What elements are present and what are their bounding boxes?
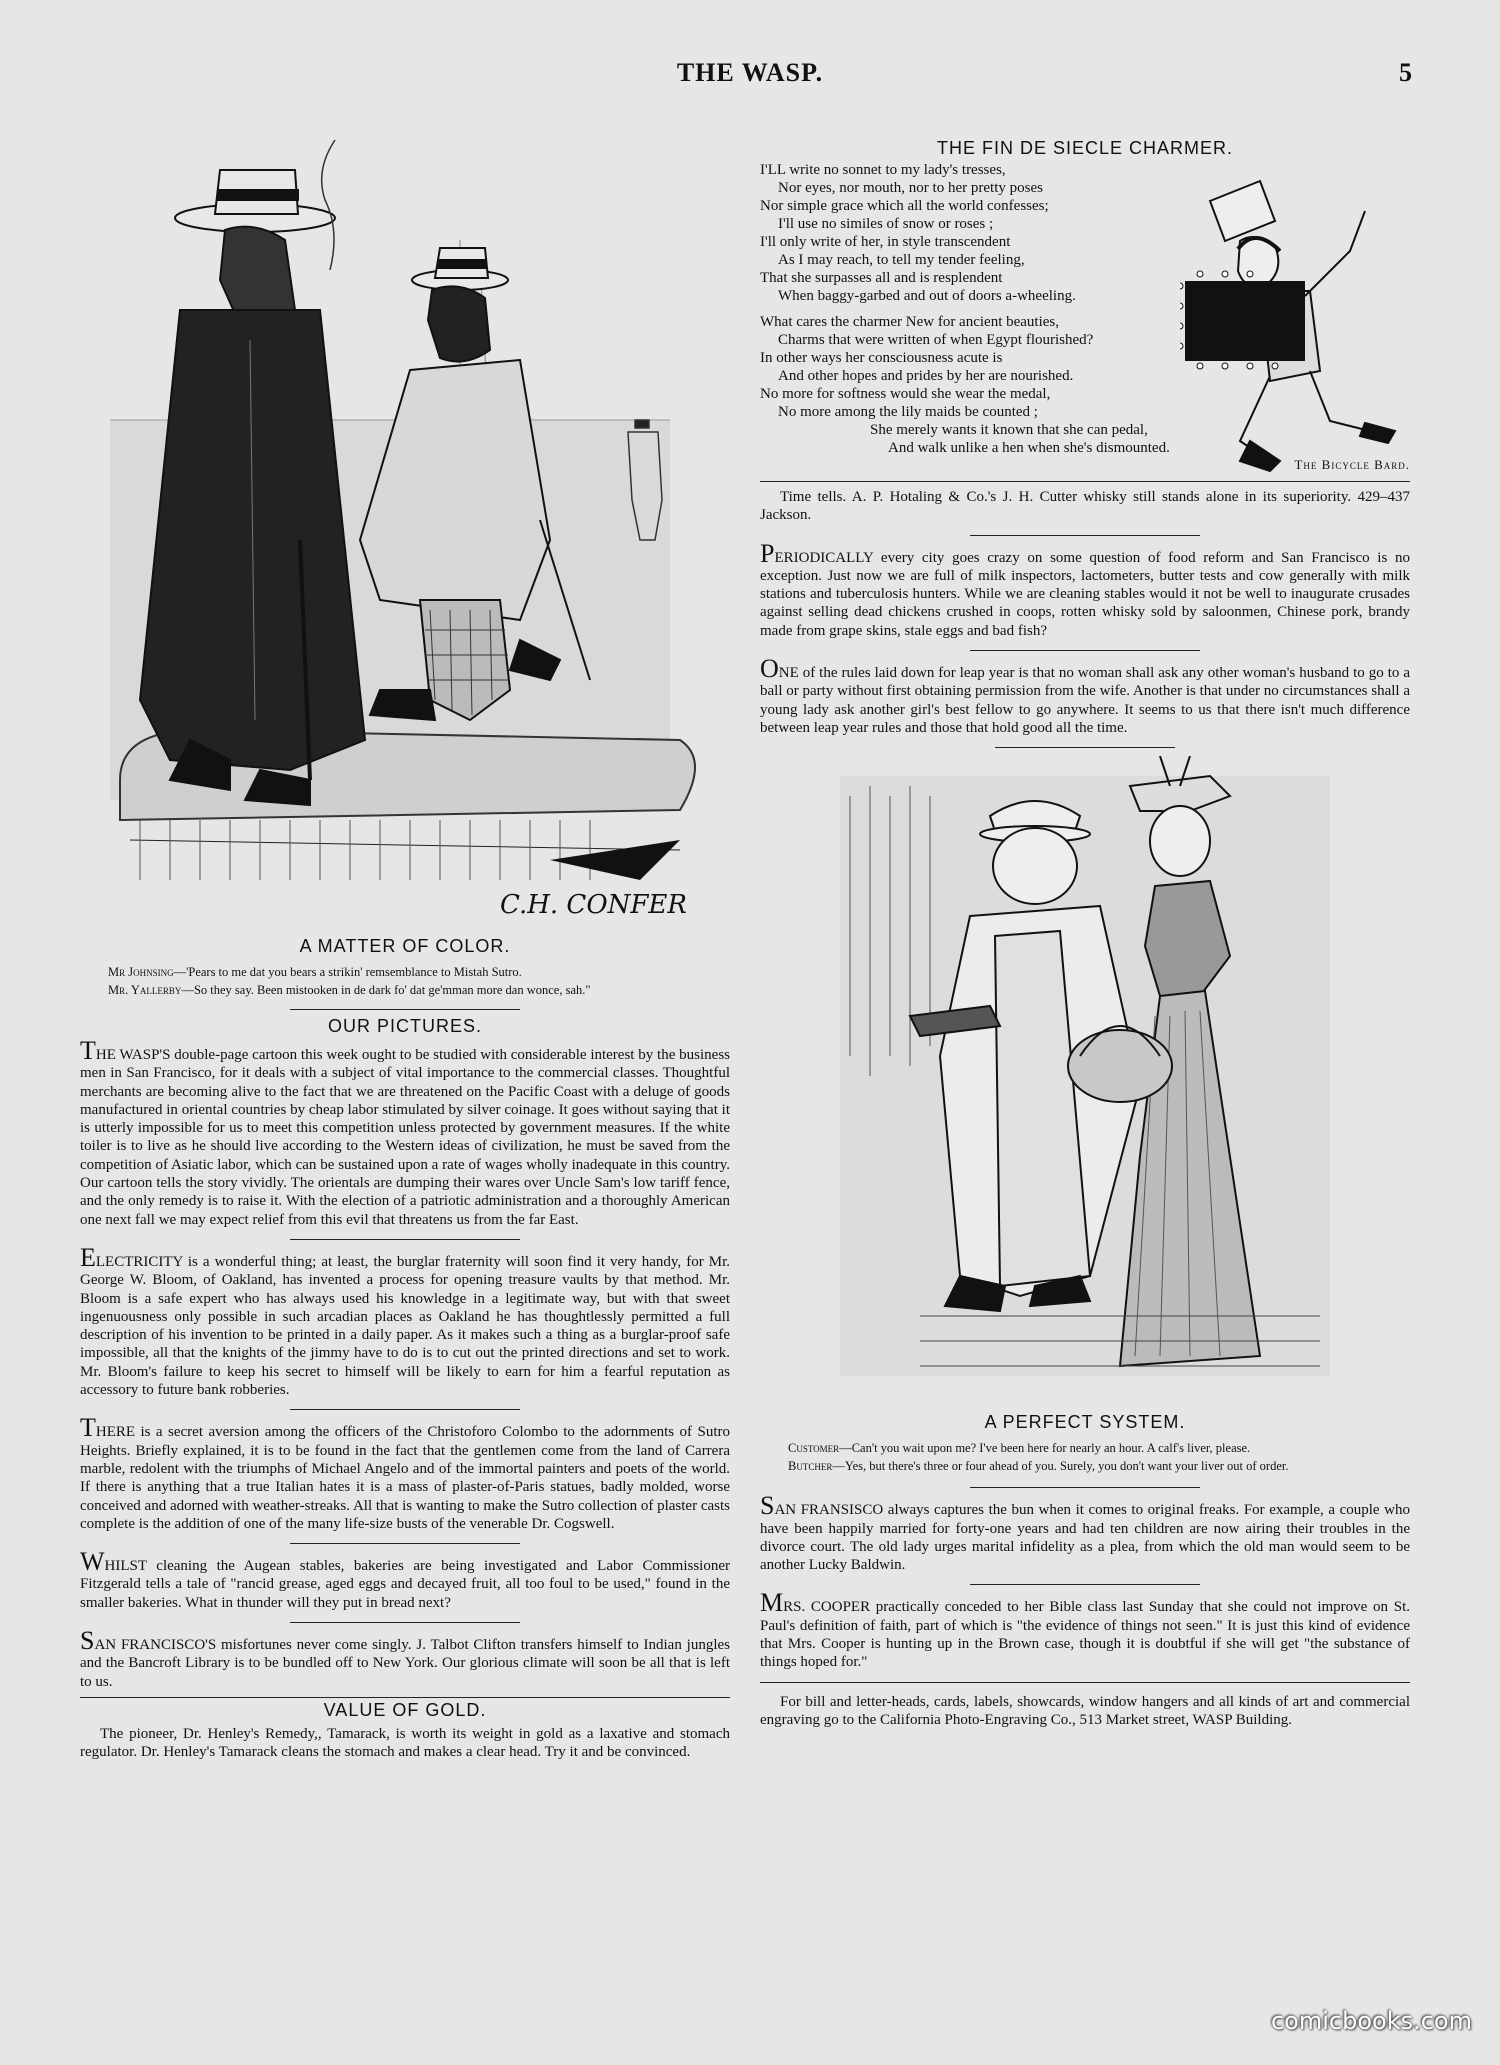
site-watermark: comicbooks.com (1270, 2007, 1472, 2035)
speaker-line: —'Pears to me dat you bears a strikin' remsemblance to Mistah Sutro. (173, 965, 522, 979)
article-paragraph: WHILST cleaning the Augean stables, bakeries are being investigated and Labor Commissioner Fitzgerald tells a tale of "rancid grease, aged eggs and decayed fruit, all too foul to be used," found in the smaller bakeries. What in thunder will they put in bread next? (80, 1547, 730, 1611)
divider (290, 1009, 520, 1010)
speaker-name: Mr. Yallerby (108, 983, 182, 997)
article-paragraph: SAN FRANCISCO'S misfortunes never come singly. J. Talbot Clifton transfers himself to Indian jungles and the Bancroft Library is to be bundled off to New York. Our glorious climate will soon be all that is left to us. (80, 1626, 730, 1690)
cartoon-matter-of-color (80, 120, 730, 930)
section-heading: OUR PICTURES. (327, 1016, 482, 1036)
divider (970, 535, 1200, 536)
article-paragraph: THERE is a secret aversion among the officers of the Christoforo Colombo to the adornments of Sutro Heights. Briefly explained, it is to be found in the fact that the gentlemen come from the land of Carrera marble, redolent with the triumphs of Michael Angelo and of the immortal painters and poets of the world. If there is anything that a true Italian hates it is a mass of plaster-of-Paris statues, badly molded, worse conceived and adorned with weather-streaks. All that is wanting to make the Sutro collection of plaster casts complete is the addition of one of the many life-size busts of the venerable Dr. Cogswell. (80, 1413, 730, 1532)
poem-block (760, 161, 1410, 473)
section-heading: VALUE OF GOLD. (323, 1699, 487, 1720)
divider (290, 1543, 520, 1544)
advert-paragraph: For bill and letter-heads, cards, labels, showcards, window hangers and all kinds of art and commercial engraving go to the California Photo-Engraving Co., 513 Market street, WASP Building. (760, 1693, 1410, 1728)
speaker-line: —Can't you wait upon me? I've been here for nearly an hour. A calf's liver, please. (839, 1441, 1251, 1456)
divider (970, 1487, 1200, 1488)
masthead-title: THE WASP. (676, 58, 824, 87)
speaker-name: Customer (788, 1441, 840, 1456)
divider (970, 1584, 1200, 1585)
bicycle-boy-illustration (1180, 161, 1410, 501)
speaker-line: —So they say. Been mistooken in de dark fo' dat ge'mman more dan wonce, sah." (181, 983, 591, 997)
cartoon-two-men-illustration (80, 120, 730, 930)
poem-ending: She merely wants it known that she can pedal, And walk unlike a hen when she's dismounted. (870, 422, 1170, 456)
butcher-and-customer-illustration (760, 756, 1410, 1416)
page-number: 5 (1399, 58, 1412, 87)
advert-paragraph: Time tells. A. P. Hotaling & Co.'s J. H. Cutter whisky still stands alone in its superiority. 429–437 Jackson. (760, 489, 1410, 524)
cartoon-dialogue (760, 1439, 1410, 1475)
divider (995, 747, 1175, 748)
divider (970, 650, 1200, 651)
article-paragraph: ELECTRICITY is a wonderful thing; at least, the burglar fraternity will soon find it very handy, for Mr. George W. Bloom, of Oakland, has invented a process for opening treasure vaults by that method. Mr. Bloom is a safe expert who has always used his knowledge in a legitimate way, but with that sweet ingenuousness only possible in such arcadian places as Oakland he has thoughtlessly permitted a full description of his invention to be printed in a daily paper. As it makes such a thing as a burglar-proof safe impossible, all that the knights of the jimmy have to do is to cut out the printed directions and set to work. Mr. Bloom's failure to keep his secret to himself will be likely to earn for him a fearful reputation as accessory to future bank robberies. (80, 1242, 730, 1399)
speaker-line: —Yes, but there's three or four ahead of you. Surely, you don't want your liver out of order. (832, 1459, 1289, 1474)
poem-title: THE FIN DE SIECLE CHARMER. (936, 138, 1234, 158)
right-column (760, 138, 1410, 1729)
cartoon-caption: A MATTER OF COLOR. (299, 936, 511, 956)
speaker-name: Mr Johnsing (108, 965, 174, 979)
article-paragraph: MRS. COOPER practically conceded to her Bible class last Sunday that she could not improve on St. Paul's definition of faith, part of which is "the evidence of things not seen." It is just this kind of evidence that Mrs. Cooper is hunting up in the Brown case, though it is doubtful if she will get "the substance of things hoped for." (760, 1588, 1410, 1671)
cartoon-perfect-system (760, 756, 1410, 1416)
divider (80, 1697, 730, 1698)
speaker-name: Butcher (788, 1459, 833, 1474)
left-column (80, 120, 730, 1762)
poem-text: I'LL write no sonnet to my lady's tresses, Nor eyes, nor mouth, nor to her pretty poses Nor simple grace which all the world confesses; I'll use no similes of snow or roses ; I'll only write of her, in style transcendent As I may reach, to tell my tender feeling, That she surpasses all and is resplendent When baggy-garbed and out of doors a-wheeling. What cares the charmer New for ancient beauties, Charms that were written of when Egypt flourished? In other ways her consciousness acute is And other hopes and prides by her are nourished. No more for softness would she wear the medal, No more among the lily maids be counted ; (760, 162, 1094, 420)
article-paragraph: THE WASP'S double-page cartoon this week ought to be studied with considerable interest by the business men in San Francisco, for it deals with a subject of vital importance to the commercial classes. Thoughtful merchants are becoming alive to the fact that we are threatened on the Pacific Coast with a deluge of goods manufactured in oriental countries by cheap labor stimulated by silver coinage. It goes without saying that it is utterly impossible for us to meet this competition unless protected by government measures. If the white toiler is to live as he should live according to the Western ideas of civilization, he must be saved from the competition of Asiatic labor, which can be sustained upon a rate of wages wholly inadequate in this country. Our cartoon tells the story vividly. The orientals are dumping their wares over Uncle Sam's low tariff fence, and the only remedy is to raise it. With the election of a patriotic administration and a thoroughly American one next fall we may expect relief from this evil that threatens us from the far East. (80, 1036, 730, 1228)
divider (760, 1682, 1410, 1683)
article-paragraph: SAN FRANSISCO always captures the bun when it comes to original freaks. For example, a couple who have been happily married for forty-one years and had ten children are now airing their troubles in the divorce court. The old lady urges marital infidelity as a plea, from which the old man would seem to be another Lucky Baldwin. (760, 1491, 1410, 1574)
cartoon-signature: C.H. CONFER (500, 890, 687, 920)
advert-paragraph: The pioneer, Dr. Henley's Remedy,, Tamarack, is worth its weight in gold as a laxative and stomach regulator. Dr. Henley's Tamarack cleans the stomach and makes a clear head. Try it and be convinced. (80, 1725, 730, 1761)
cartoon-caption: A PERFECT SYSTEM. (984, 1412, 1186, 1433)
cartoon-dialogue (80, 963, 730, 999)
divider (290, 1622, 520, 1623)
divider (290, 1239, 520, 1240)
divider (290, 1409, 520, 1410)
article-paragraph: ONE of the rules laid down for leap year is that no woman shall ask any other woman's husband to go to a ball or party without first obtaining permission from the wife. Another is that under no circumstances shall a young lady ask another girl's best fellow to go anywhere. It seems to us that there isn't much difference between leap year rules and those that hold good all the time. (760, 654, 1410, 736)
article-paragraph: PERIODICALLY every city goes crazy on some question of food reform and San Francisco is no exception. Just now we are full of milk inspectors, lactometers, butter tests and cow generally with milk stations and tuberculosis hunters. While we are cleaning stables would it not be well to inaugurate crusades against selling dead chickens crushed in coops, rotten whisky sold by saloonmen, Chinese pork, brandy made from grape skins, stale eggs and bad fish? (760, 538, 1410, 639)
poem-author: The Bicycle Bard. (1294, 457, 1410, 472)
